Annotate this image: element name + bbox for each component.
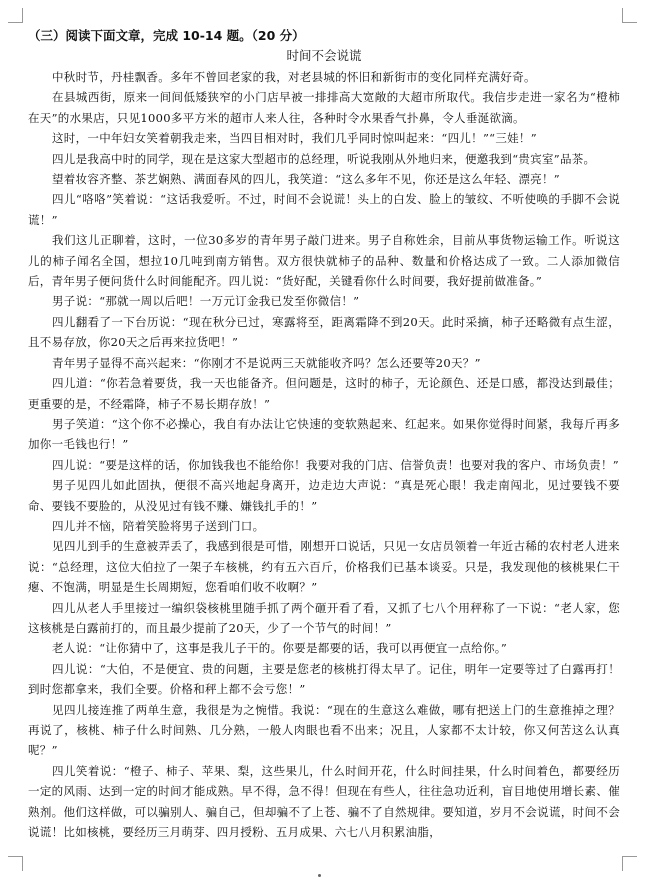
section-heading: （三）阅读下面文章，完成 10-14 题。（20 分） [28,28,305,43]
paragraph: 四儿说：“要是这样的话，你加钱我也不能给你！我要对我的门店、信誉负责！也要对我的客户、市场负责！” [52,457,619,472]
paragraph: 男子说：“那就一周以后吧！一万元订金我已发至你微信！” [52,294,360,309]
paragraph: 四儿从老人手里接过一编织袋核桃里随手抓了两个砸开看了看，又抓了七八个用秤称了一下说：“老人家，您这核桃是白露前打的，而且最少提前了20天，少了一个节气的时间！” [28,600,620,635]
crop-mark-top-right [622,8,637,23]
paragraph: 四儿说：“大伯，不是便宜、贵的问题，主要是您老的核桃打得太早了。记住，明年一定要等过了白露再打！到时您都拿来，我们全要。价格和秤上都不会亏您！” [28,661,620,697]
story-body [28,67,620,842]
crop-mark-bottom-right [622,856,637,871]
paragraph: 四儿道：“你若急着要货，我一天也能备齐。但问题是，这时的柿子，无论颜色、还是口感，都没达到最佳；更重要的是，不经霜降，柿子不易长期存放！” [28,376,620,411]
story-title: 时间不会说谎 [286,48,362,63]
paragraph: 四儿“咯咯”笑着说：“这话我爱听。不过，时间不会说谎！头上的白发、脸上的皱纹、不听使唤的手脚不会说谎！” [28,192,620,227]
paragraph: 四儿笑着说：“橙子、柿子、苹果、梨，这些果儿，什么时间开花，什么时间挂果，什么时间着色，都要经历一定的风雨、达到一定的时间才能成熟。早不得，急不得！但现在有些人，往往急功近利，盲目地使用增长素、催熟剂。他们这样做，可以骗别人、骗自己，但却骗不了上苍、骗不了自然规律。要知道，岁月不会说谎，时间不会说谎！比如核桃，要经历三月萌芽、四月授粉、五月成果、六七八月积累油脂， [28,763,620,840]
paragraph: 男子笑道：“这个你不必操心，我自有办法让它快速的变软熟起来、红起来。如果你觉得时间紧，我每斤再多加你一毛钱也行！” [28,416,620,452]
paragraph: 老人说：“让你猜中了，这事是我儿子干的。你要是都要的话，我可以再便宜一点给你。” [52,641,508,656]
paragraph: 这时，一中年妇女笑着朝我走来，当四目相对时，我们几乎同时惊叫起来：“四儿！”“三娃！” [52,131,537,146]
paragraph: 中秋时节，丹桂飘香。多年不曾回老家的我，对老县城的怀旧和新街市的变化同样充满好奇。 [52,70,536,84]
page-dot [318,874,321,877]
paragraph: 见四儿接连推了两单生意，我很是为之惋惜。我说：“现在的生意这么难做，哪有把送上门的生意推掉之理？再说了，核桃、柿子什么时间熟、几分熟，一般人肉眼也看不出来；况且，人家都不太计较，你又何苦这么认真呢？” [28,702,620,758]
paragraph: 四儿是我高中时的同学，现在是这家大型超市的总经理，听说我刚从外地归来，便邀我到“贵宾室”品茶。 [52,151,596,166]
paragraph: 男子见四儿如此固执，便很不高兴地起身离开，边走边大声说：“真是死心眼！我走南闯北，见过要钱不要命、要钱不要脸的，从没见过有钱不赚、嫌钱扎手的！” [28,478,620,513]
paragraph: 我们这儿正聊着，这时，一位30多岁的青年男子敲门进来。男子自称姓余，目前从事货物运输工作。听说这儿的柿子闻名全国，想拉10几吨到南方销售。双方很快就柿子的品种、数量和价格达成了一致。二人添加微信后，青年男子便问货什么时间能配齐。四儿说：“货好配，关键看你什么时间要，我好提前做准备。” [28,233,620,289]
crop-mark-top-left [8,8,23,23]
paragraph: 青年男子显得不高兴起来：“你刚才不是说两三天就能收齐吗？怎么还要等20天？” [52,355,481,370]
paragraph: 望着妆容齐整、茶艺娴熟、满面春风的四儿，我笑道：“这么多年不见，你还是这么年轻、漂亮！” [52,172,560,187]
paragraph: 见四儿到手的生意被弄丢了，我感到很是可惜，刚想开口说话，只见一女店员领着一年近古稀的农村老人进来说：“总经理，这位大伯拉了一架子车核桃，约有五六百斤，价格我们已基本谈妥。只是，我发现他的核桃果仁干瘪、不饱满，明显是生长周期短，您看咱们收不收啊？” [28,539,620,595]
document-page [28,26,620,842]
crop-mark-bottom-left [8,856,23,871]
paragraph: 在县城西街，原来一间间低矮狭窄的小门店早被一排排高大宽敞的大超市所取代。我信步走进一家名为“橙柿在天”的水果店，只见1000多平方米的超市人来人往，各种时令水果香气扑鼻，令人垂涎欲滴。 [28,90,620,125]
paragraph: 四儿并不恼，陪着笑脸将男子送到门口。 [52,518,265,533]
paragraph: 四儿翻看了一下台历说：“现在秋分已过，寒露将至，距离霜降不到20天。此时采摘，柿子还略微有点生涩，且不易存放，你20天之后再来拉货吧！” [28,314,620,350]
